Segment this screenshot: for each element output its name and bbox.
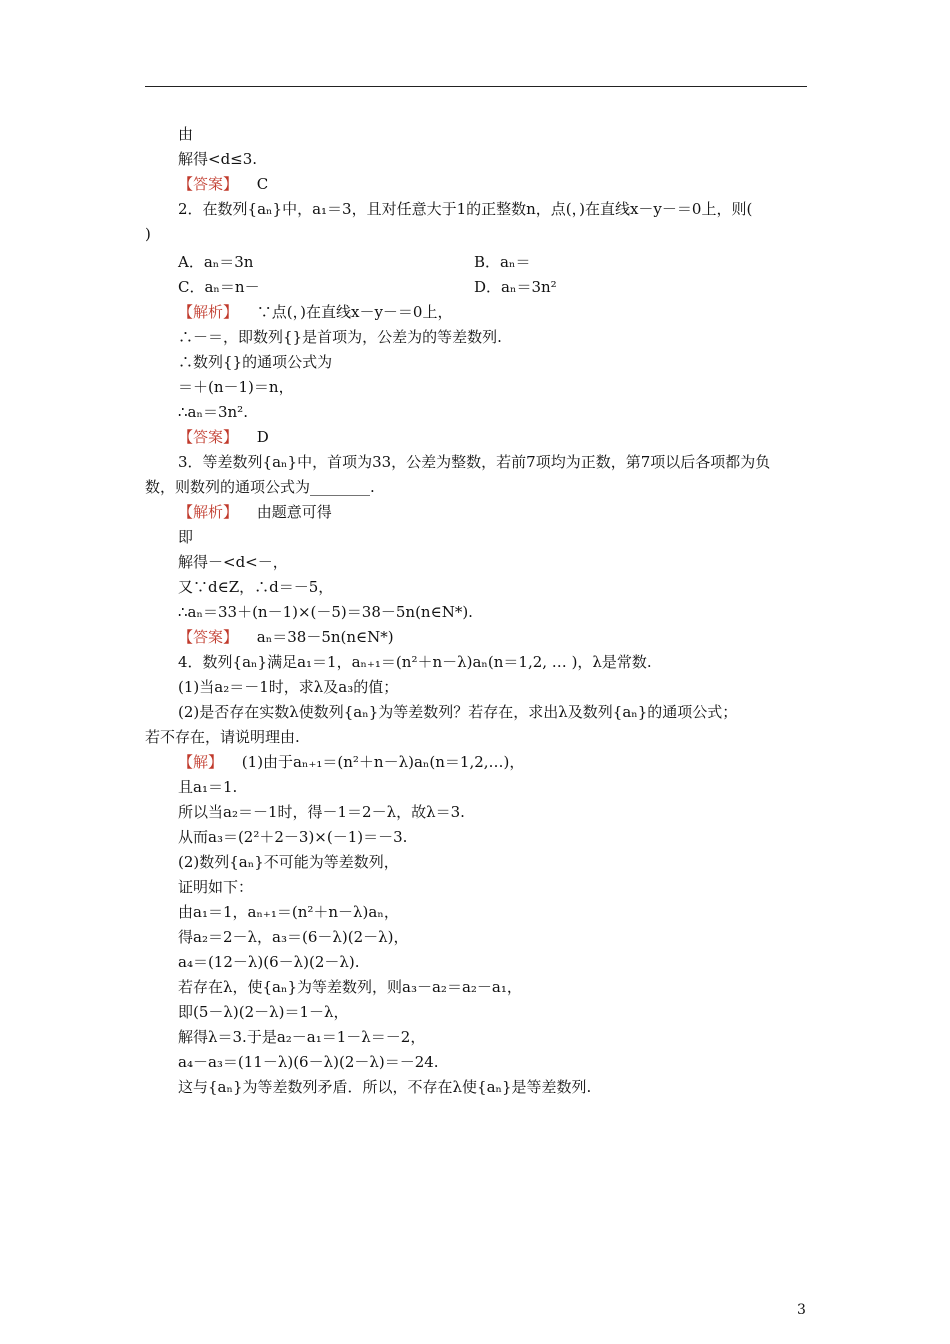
text-line: 解得λ＝3.于是a₂－a₁＝1－λ＝－2， bbox=[178, 1028, 426, 1046]
option-c: C．aₙ＝n－ bbox=[178, 278, 260, 296]
text-line: 解得<d≤3. bbox=[178, 150, 258, 168]
text-line: 由a₁＝1，aₙ₊₁＝(n²＋n－λ)aₙ， bbox=[178, 903, 399, 921]
answer-line bbox=[178, 174, 268, 194]
text-line: 这与{aₙ}为等差数列矛盾．所以，不存在λ使{aₙ}是等差数列. bbox=[178, 1078, 592, 1096]
answer-tag: 【答案】 bbox=[178, 428, 239, 446]
text-line: (2)是否存在实数λ使数列{aₙ}为等差数列？若存在，求出λ及数列{aₙ}的通项公式； bbox=[178, 703, 738, 721]
analysis-text: ∵点(，)在直线x－y－＝0上， bbox=[256, 303, 453, 321]
answer-line bbox=[178, 427, 269, 447]
answer-text: C bbox=[256, 175, 269, 193]
analysis-tag: 【解析】 bbox=[178, 303, 239, 321]
text-line: 即 bbox=[178, 528, 194, 546]
text-line: 证明如下： bbox=[178, 878, 254, 896]
answer-text: aₙ＝38－5n(n∈N*) bbox=[256, 628, 394, 646]
text-line: (2)数列{aₙ}不可能为等差数列， bbox=[178, 853, 399, 871]
answer-line bbox=[178, 627, 394, 647]
text-line: 即(5－λ)(2－λ)＝1－λ， bbox=[178, 1003, 349, 1021]
analysis-text: 由题意可得 bbox=[256, 503, 332, 521]
answer-text: D bbox=[256, 428, 269, 446]
text-line: 解得－<d<－， bbox=[178, 553, 288, 571]
answer-tag: 【答案】 bbox=[178, 175, 239, 193]
solution-line bbox=[178, 752, 524, 772]
option-d: D．aₙ＝3n² bbox=[474, 278, 557, 296]
option-b: B．aₙ＝ bbox=[474, 253, 531, 271]
text-line: 由 bbox=[178, 125, 194, 143]
text-line: ∴aₙ＝33＋(n－1)×(－5)＝38－5n(n∈N*). bbox=[178, 603, 473, 621]
analysis-line bbox=[178, 502, 332, 522]
header-rule bbox=[145, 86, 807, 87]
analysis-line bbox=[178, 302, 452, 322]
text-line: (1)当a₂＝－1时，求λ及a₃的值； bbox=[178, 678, 399, 696]
question-3: 3．等差数列{aₙ}中，首项为33，公差为整数，若前7项均为正数，第7项以后各项都为负 bbox=[178, 453, 771, 471]
text-line: 所以当a₂＝－1时，得－1＝2－λ，故λ＝3. bbox=[178, 803, 465, 821]
text-line: ＝＋(n－1)＝n， bbox=[178, 378, 294, 396]
solution-tag: 【解】 bbox=[178, 753, 224, 771]
text-line: a₄－a₃＝(11－λ)(6－λ)(2－λ)＝－24. bbox=[178, 1053, 439, 1071]
text-line: 又∵d∈Z，∴d＝－5， bbox=[178, 578, 334, 596]
solution-text: (1)由于aₙ₊₁＝(n²＋n－λ)aₙ(n＝1,2,…)， bbox=[241, 753, 525, 771]
text-line: ∴aₙ＝3n². bbox=[178, 403, 248, 421]
text-line: ∴数列{}的通项公式为 bbox=[178, 353, 333, 371]
text-line: ∴－＝，即数列{}是首项为，公差为的等差数列. bbox=[178, 328, 502, 346]
question-2: 2．在数列{aₙ}中，a₁＝3，且对任意大于1的正整数n，点(，)在直线x－y－＝0上，则( bbox=[178, 200, 753, 218]
text-line: 若不存在，请说明理由. bbox=[145, 728, 300, 746]
text-line: 得a₂＝2－λ，a₃＝(6－λ)(2－λ)， bbox=[178, 928, 409, 946]
analysis-tag: 【解析】 bbox=[178, 503, 239, 521]
answer-tag: 【答案】 bbox=[178, 628, 239, 646]
text-line: 若存在λ，使{aₙ}为等差数列，则a₃－a₂＝a₂－a₁， bbox=[178, 978, 522, 996]
text-line: 从而a₃＝(2²＋2－3)×(－1)＝－3. bbox=[178, 828, 408, 846]
text-line: 数，则数列的通项公式为________. bbox=[145, 478, 375, 496]
option-a: A．aₙ＝3n bbox=[178, 253, 254, 271]
question-4: 4．数列{aₙ}满足a₁＝1，aₙ₊₁＝(n²＋n－λ)aₙ(n＝1,2, … )，λ是常数. bbox=[178, 653, 652, 671]
text-line: 且a₁＝1. bbox=[178, 778, 238, 796]
page-number: 3 bbox=[797, 1302, 806, 1318]
text-line: a₄＝(12－λ)(6－λ)(2－λ). bbox=[178, 953, 360, 971]
text-line: ) bbox=[145, 225, 151, 243]
